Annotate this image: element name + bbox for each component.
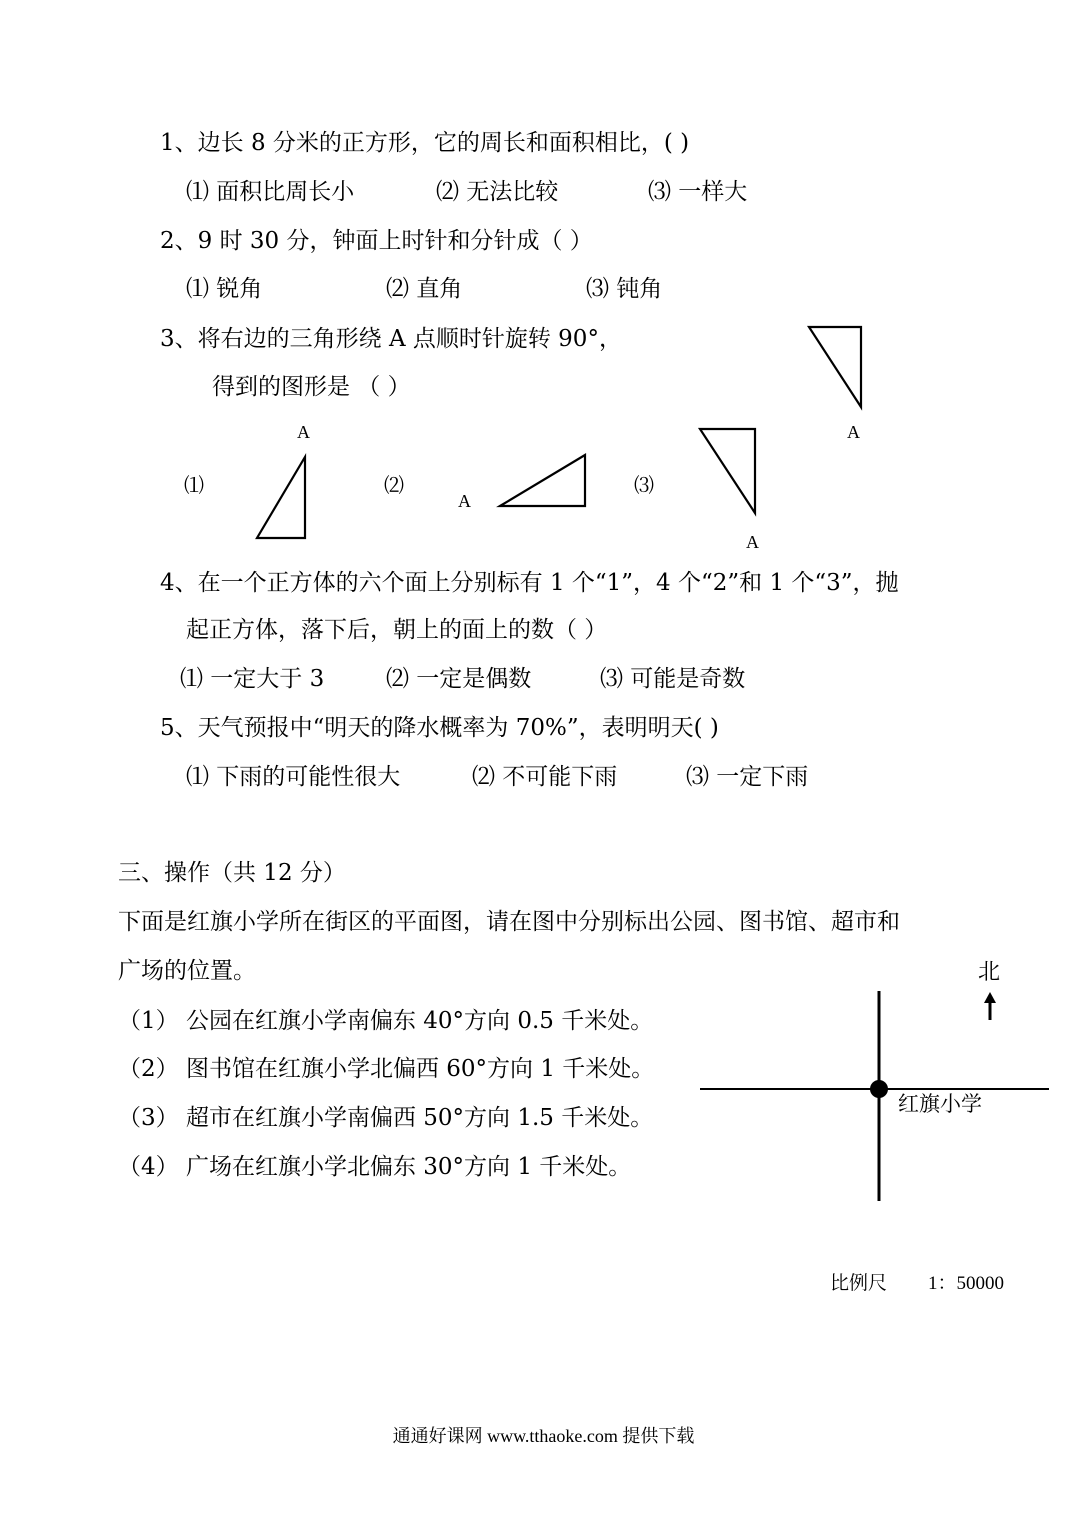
question-2-stem: 2、9 时 30 分，钟面上时针和分针成（ ） (160, 228, 593, 254)
question-5-stem: 5、天气预报中“明天的降水概率为 70%”，表明明天( ) (160, 715, 719, 741)
north-label: 北 (978, 960, 1001, 985)
section-3-item-4: （4） 广场在红旗小学北偏东 30°方向 1 千米处。 (118, 1154, 632, 1180)
question-3-stem-line2: 得到的图形是 （ ） (212, 374, 411, 400)
question-4-option-1: ⑴ 一定大于 3 (180, 666, 325, 692)
question-2-option-1: ⑴ 锐角 (186, 276, 263, 302)
question-3-option-2: ⑵ (384, 473, 404, 497)
option-2-point-a-label: A (458, 491, 471, 511)
section-3-item-1: （1） 公园在红旗小学南偏东 40°方向 0.5 千米处。 (118, 1008, 654, 1034)
question-4-stem: 4、在一个正方体的六个面上分别标有 1 个“1”，4 个“2”和 1 个“3”，抛 (160, 570, 899, 596)
section-3-heading: 三、操作（共 12 分） (118, 860, 346, 886)
question-5-option-2: ⑵ 不可能下雨 (472, 764, 618, 790)
option-3-point-a-label: A (746, 532, 759, 552)
page-footer: 通通好课网 www.tthaoke.com 提供下载 (392, 1426, 695, 1446)
question-2-option-2: ⑵ 直角 (386, 276, 463, 302)
question-4-option-3: ⑶ 可能是奇数 (600, 666, 746, 692)
north-arrow-icon (984, 992, 996, 1003)
scale-value: 1：50000 (928, 1273, 1005, 1294)
question-1-option-2: ⑵ 无法比较 (436, 179, 559, 205)
question-1-option-1: ⑴ 面积比周长小 (186, 179, 355, 205)
question-1-option-3: ⑶ 一样大 (648, 179, 748, 205)
question-5-option-3: ⑶ 一定下雨 (686, 764, 809, 790)
section-3-intro-line1: 下面是红旗小学所在街区的平面图，请在图中分别标出公园、图书馆、超市和 (118, 909, 900, 935)
question-1-stem: 1、边长 8 分米的正方形，它的周长和面积相比，( ) (160, 130, 690, 156)
school-label: 红旗小学 (898, 1092, 982, 1116)
question-5-option-1: ⑴ 下雨的可能性很大 (186, 764, 401, 790)
option-1-point-a-label: A (297, 422, 310, 442)
school-dot (870, 1080, 888, 1098)
section-3-intro-line2: 广场的位置。 (118, 958, 256, 984)
question-3-option-3: ⑶ (634, 473, 654, 497)
scale-label: 比例尺 (830, 1273, 888, 1294)
section-3-item-3: （3） 超市在红旗小学南偏西 50°方向 1.5 千米处。 (118, 1105, 654, 1131)
question-4-stem-line2: 起正方体，落下后，朝上的面上的数（ ） (186, 617, 608, 643)
question-2-option-3: ⑶ 钝角 (586, 276, 663, 302)
question-3-option-1: ⑴ (184, 473, 204, 497)
original-point-a-label: A (847, 422, 860, 442)
question-3-stem: 3、将右边的三角形绕 A 点顺时针旋转 90°， (160, 326, 622, 352)
section-3-item-2: （2） 图书馆在红旗小学北偏西 60°方向 1 千米处。 (118, 1056, 655, 1082)
question-4-option-2: ⑵ 一定是偶数 (386, 666, 532, 692)
